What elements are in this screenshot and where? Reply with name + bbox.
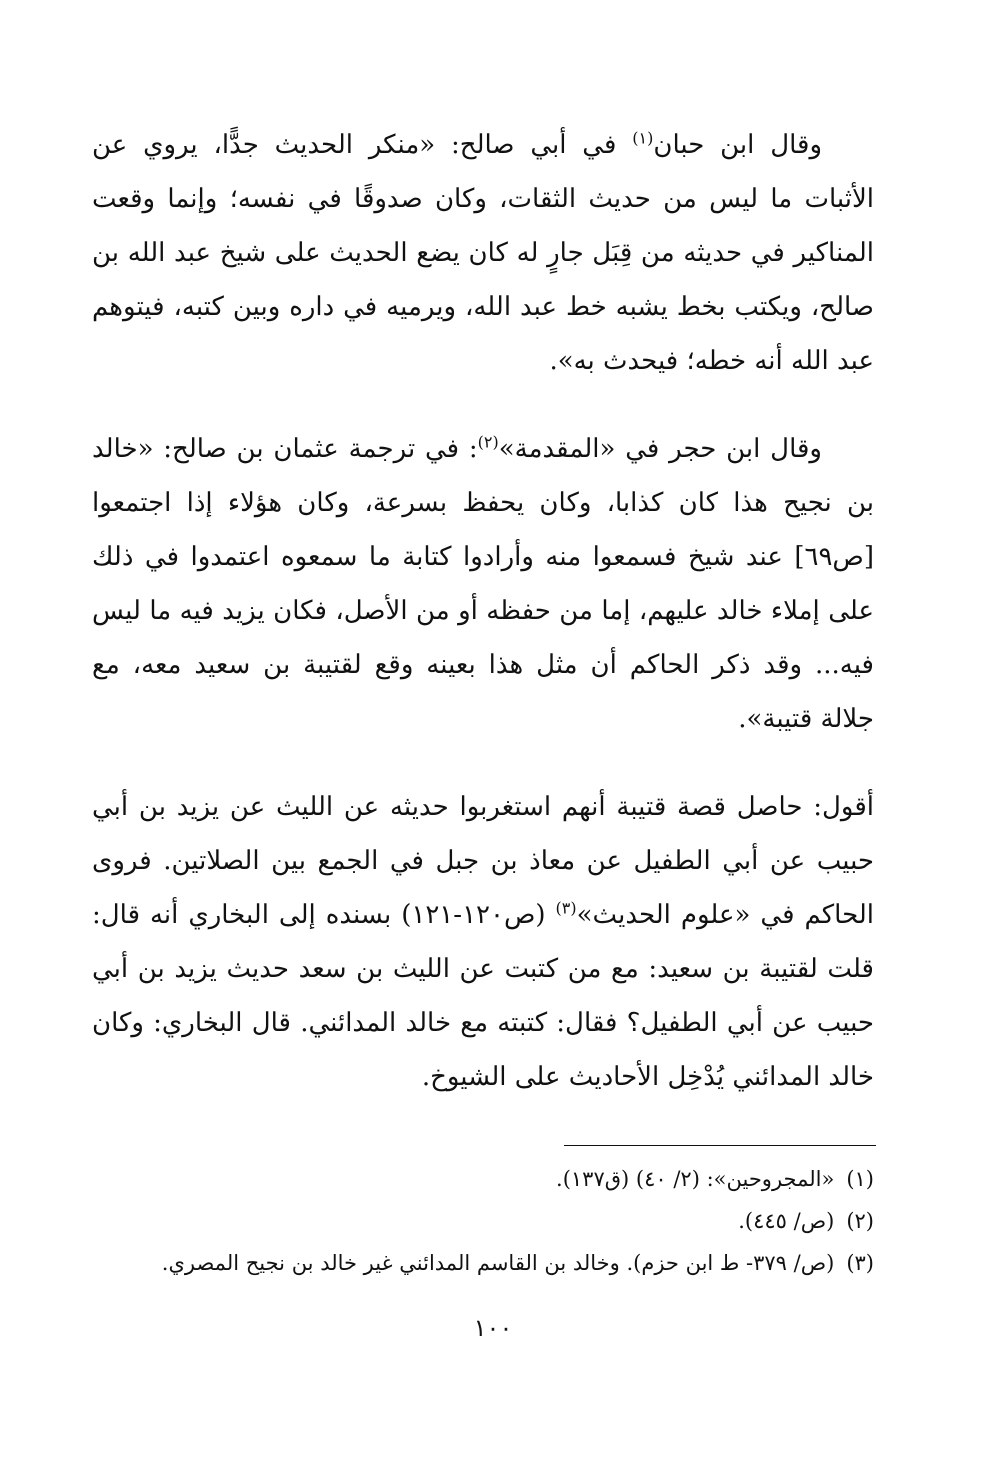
paragraph-text: (ص١٢٠-١٢١) بسنده إلى البخاري أنه قال: قلت لقتيبة بن سعيد: مع من كتبت عن الليث بن سعد حديث يزيد بن أبي حبيب عن أبي الطفيل؟ فقال: كتبته مع خالد المدائني. قال البخاري: وكان خالد المدائني يُدْخِل الأحاديث على الشيوخ. [92, 900, 874, 1092]
footnotes [92, 1158, 874, 1284]
footnote-number: (٣) [846, 1251, 874, 1275]
page-number: ١٠٠ [473, 1314, 513, 1342]
footnote-text: (ص/ ٣٧٩- ط ابن حزم). وخالد بن القاسم المدائني غير خالد بن نجيح المصري. [161, 1251, 835, 1275]
footnote-number: (١) [846, 1167, 874, 1191]
footnote-reference[interactable]: (٢) [477, 432, 499, 452]
paragraph-text: وقال ابن حجر في «المقدمة» [498, 434, 822, 464]
footnote-reference[interactable]: (٣) [555, 898, 577, 918]
paragraph-text: وقال ابن حبان [653, 130, 822, 160]
main-text [92, 118, 874, 1104]
footnote-item [92, 1200, 874, 1242]
footnote-text: «المجروحين»: (٢/ ٤٠) (ق١٣٧). [556, 1167, 835, 1191]
footnote-item [92, 1242, 874, 1284]
footnote-reference[interactable]: (١) [632, 128, 654, 148]
footnote-divider [564, 1145, 876, 1146]
paragraph-text: : في ترجمة عثمان بن صالح: «خالد بن نجيح هذا كان كذابا، وكان يحفظ بسرعة، وكان هؤلاء إذا اجتمعوا [ص٦٩] عند شيخ فسمعوا منه وأرادوا كتابة ما سمعوه اعتمدوا في ذلك على إملاء خالد عليهم، إما من حفظه أو من الأصل، فكان يزيد فيه ما ليس فيه... وقد ذكر الحاكم أن مثل هذا بعينه وقع لقتيبة بن سعيد معه، مع جلالة قتيبة». [92, 434, 874, 734]
paragraph-text: أقول: حاصل قصة قتيبة أنهم استغربوا حديثه عن الليث عن يزيد بن أبي حبيب عن أبي الطفيل عن معاذ بن جبل في الجمع بين الصلاتين. فروى الحاكم في «علوم الحديث» [92, 792, 874, 930]
paragraph-text: في أبي صالح: «منكر الحديث جدًّا، يروي عن الأثبات ما ليس من حديث الثقات، وكان صدوقًا في نفسه؛ وإنما وقعت المناكير في حديثه من قِبَل جارٍ له كان يضع الحديث على شيخ عبد الله بن صالح، ويكتب بخط يشبه خط عبد الله، ويرميه في داره وبين كتبه، فيتوهم عبد الله أنه خطه؛ فيحدث به». [92, 130, 874, 376]
footnote-item [92, 1158, 874, 1200]
paragraph-ibn-hibban [92, 118, 874, 388]
footnote-number: (٢) [846, 1209, 874, 1233]
paragraph-author-comment [92, 780, 874, 1104]
paragraph-ibn-hajar [92, 422, 874, 746]
footnote-text: (ص/ ٤٤٥). [738, 1209, 835, 1233]
